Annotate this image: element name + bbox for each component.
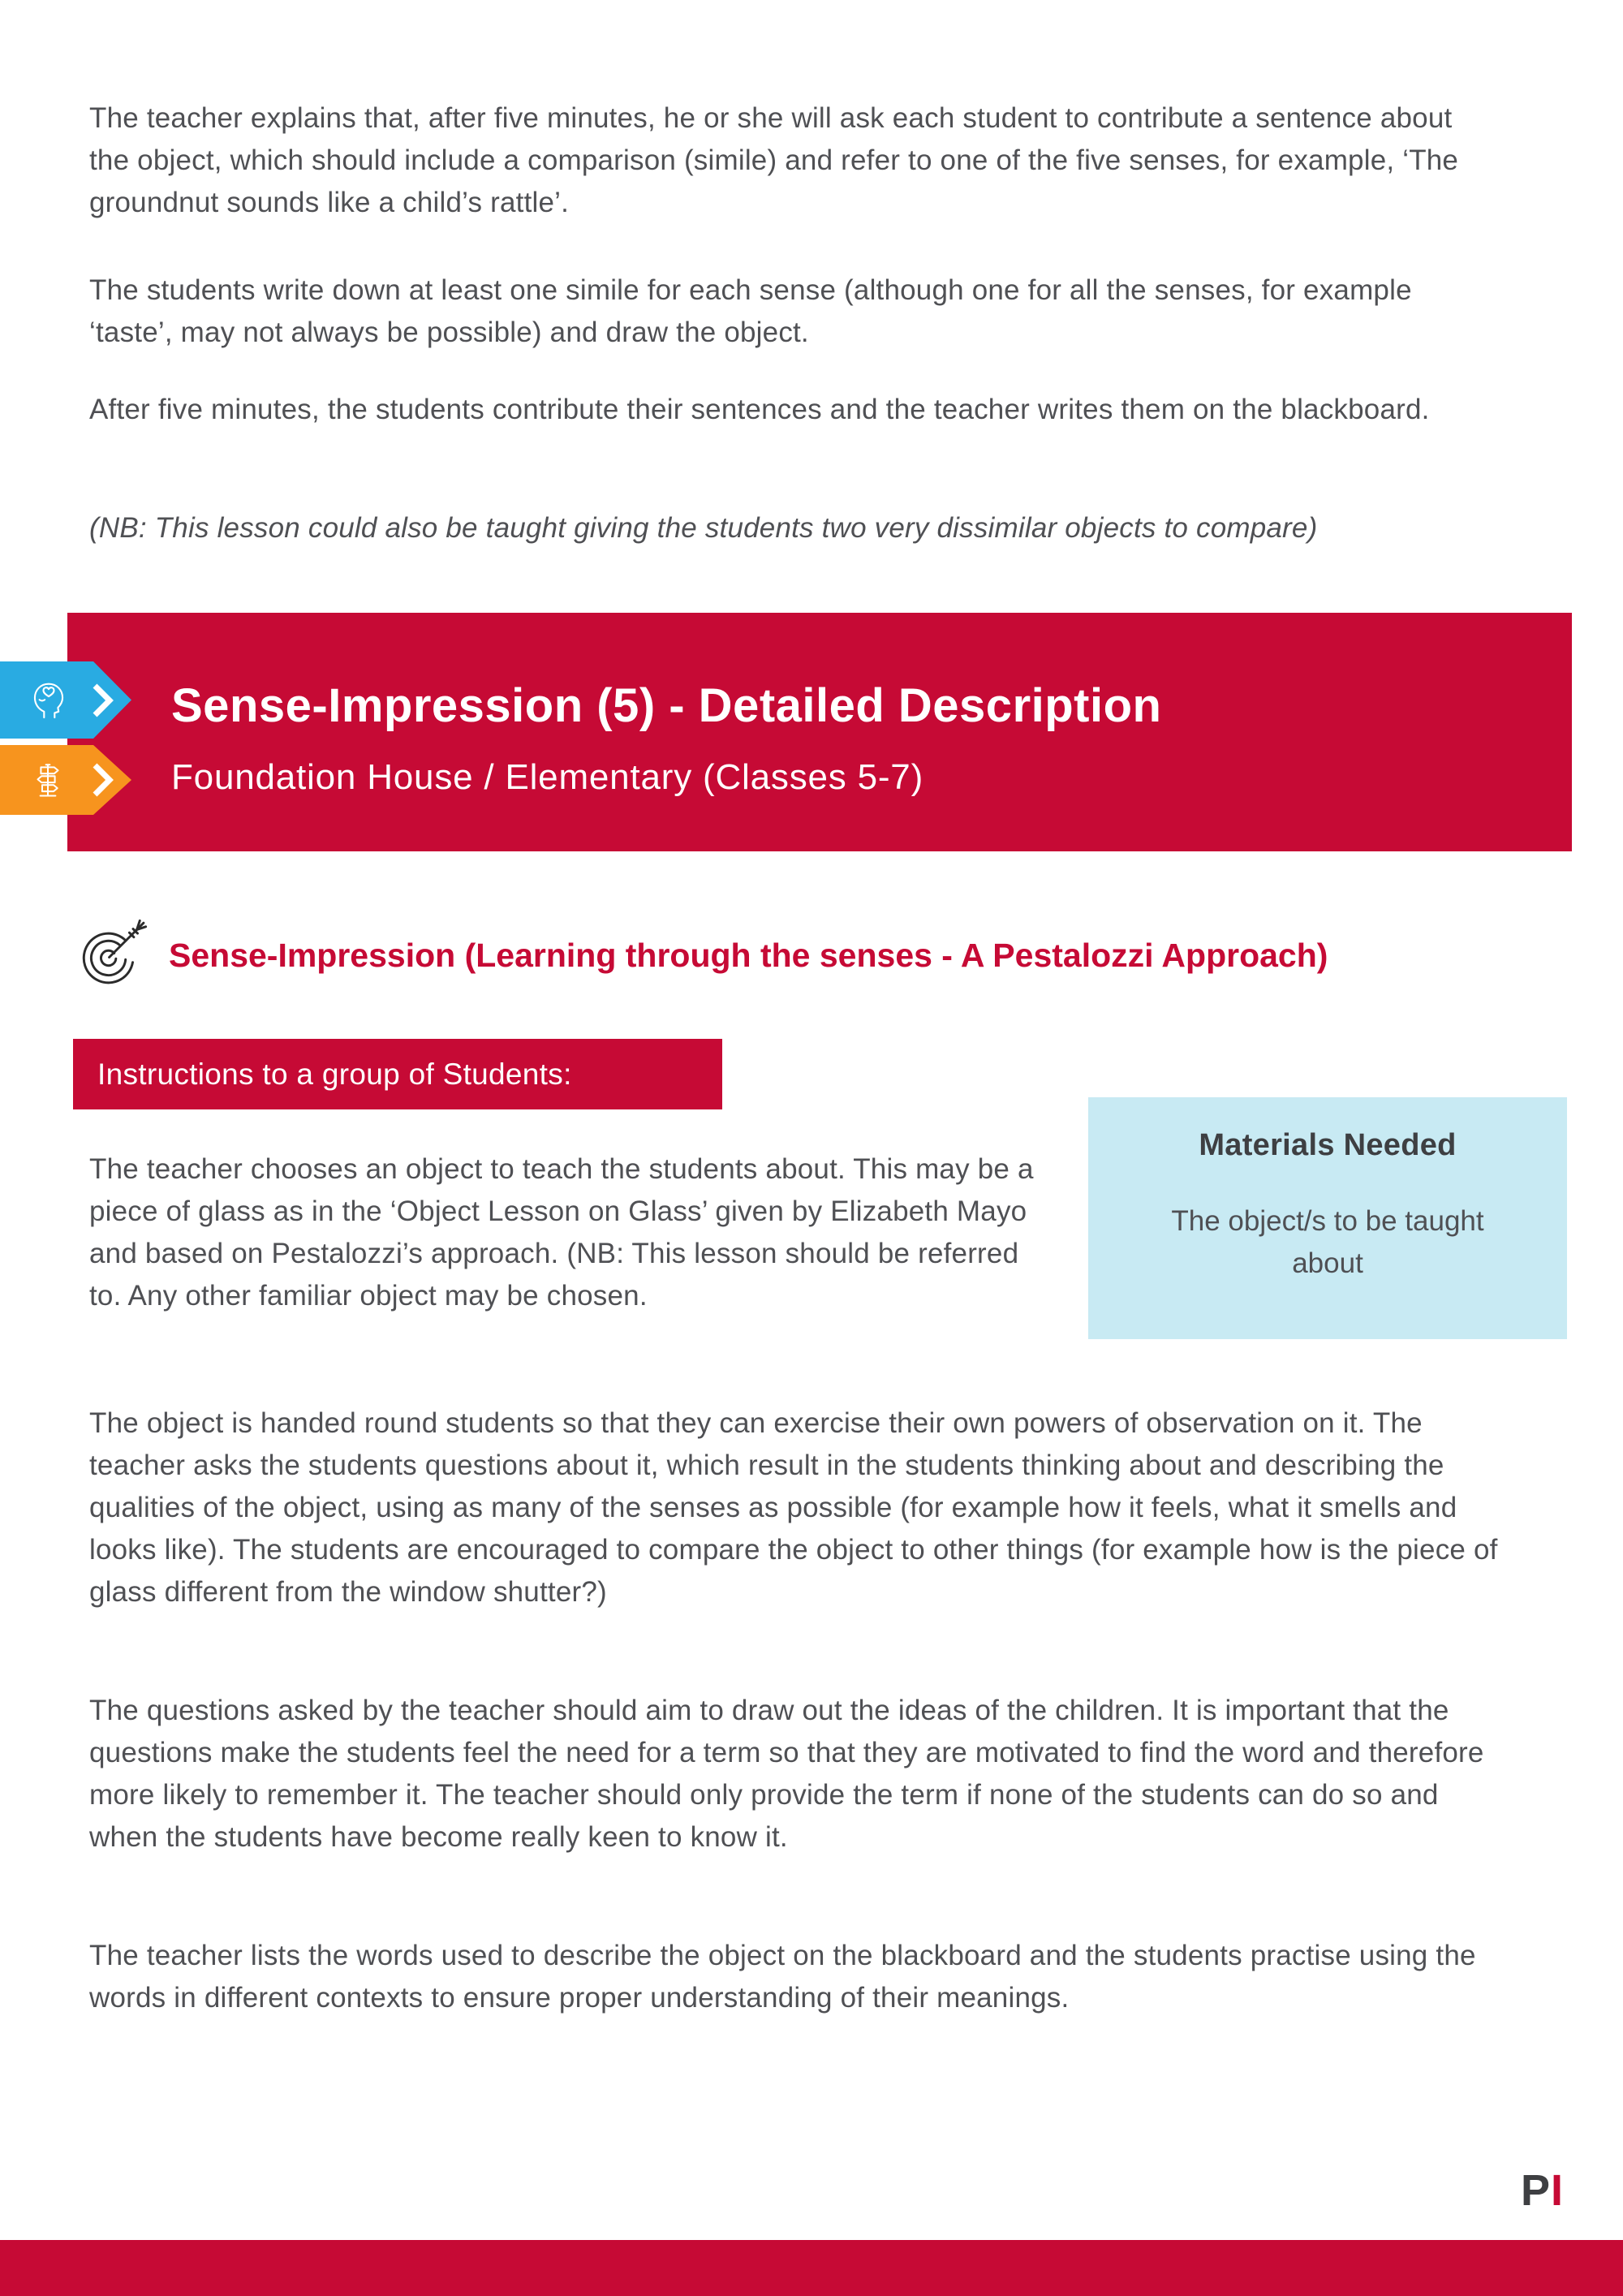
intro-paragraph-nb: (NB: This lesson could also be taught giving the students two very dissimilar objects to compare) <box>89 512 1318 544</box>
signpost-icon <box>28 758 68 802</box>
instructions-label: Instructions to a group of Students: <box>97 1057 572 1091</box>
body-paragraph-4: The teacher lists the words used to describe the object on the blackboard and the students practise using the words in different contexts to ensure proper understanding of their meanings. <box>89 1940 1476 2014</box>
lesson-subtitle: Foundation House / Elementary (Classes 5-7) <box>171 757 924 797</box>
footer-bar <box>0 2240 1623 2296</box>
pi-logo <box>1521 2165 1564 2216</box>
target-dart-icon <box>77 914 152 992</box>
body-paragraph-1: The teacher chooses an object to teach the students about. This may be a piece of glass as in the ‘Object Lesson on Glass’ given by Elizabeth Mayo and based on Pestalozzi’s approach. (NB: This lesson should be referred to. Any other familiar object may be chosen. <box>89 1153 1034 1312</box>
intro-paragraph-1: The teacher explains that, after five minutes, he or she will ask each student to contribute a sentence about the object, which should include a comparison (simile) and refer to one of the five senses, for example, ‘The groundnut sounds like a child’s rattle’. <box>89 102 1459 218</box>
body-paragraph-2: The object is handed round students so that they can exercise their own powers of observation on it. The teacher asks the students questions about it, which result in the students thinking about and describing the qualities of the object, using as many of the senses as possible (for example how it feels, what it smells and looks like). The students are encouraged to compare the object to other things (for example how is the piece of glass different from the window shutter?) <box>89 1407 1498 1608</box>
chevron-right-icon <box>91 682 114 719</box>
intro-paragraph-3: After five minutes, the students contribute their sentences and the teacher writes them on the blackboard. <box>89 394 1430 425</box>
pi-logo-i: I <box>1551 2166 1565 2215</box>
pi-logo-p: P <box>1521 2166 1552 2215</box>
materials-title: Materials Needed <box>1199 1128 1457 1162</box>
section-heading: Sense-Impression (Learning through the senses - A Pestalozzi Approach) <box>169 937 1328 974</box>
chevron-right-icon <box>91 761 114 799</box>
materials-body: The object/s to be taught about <box>1171 1205 1484 1279</box>
materials-box <box>1088 1097 1567 1339</box>
head-heart-icon <box>28 678 70 723</box>
lesson-title: Sense-Impression (5) - Detailed Description <box>171 679 1162 732</box>
banner-text <box>171 679 1161 798</box>
body-paragraph-3: The questions asked by the teacher should aim to draw out the ideas of the children. It is important that the questions make the students feel the need for a term so that they are motivated to find the word and therefore more likely to remember it. The teacher should only provide the term if none of the students can do so and when the students have become really keen to know it. <box>89 1695 1484 1853</box>
instructions-box <box>73 1039 722 1109</box>
intro-paragraph-2: The students write down at least one simile for each sense (although one for all the senses, for example ‘taste’, may not always be possible) and draw the object. <box>89 274 1412 348</box>
lesson-banner <box>67 613 1572 851</box>
